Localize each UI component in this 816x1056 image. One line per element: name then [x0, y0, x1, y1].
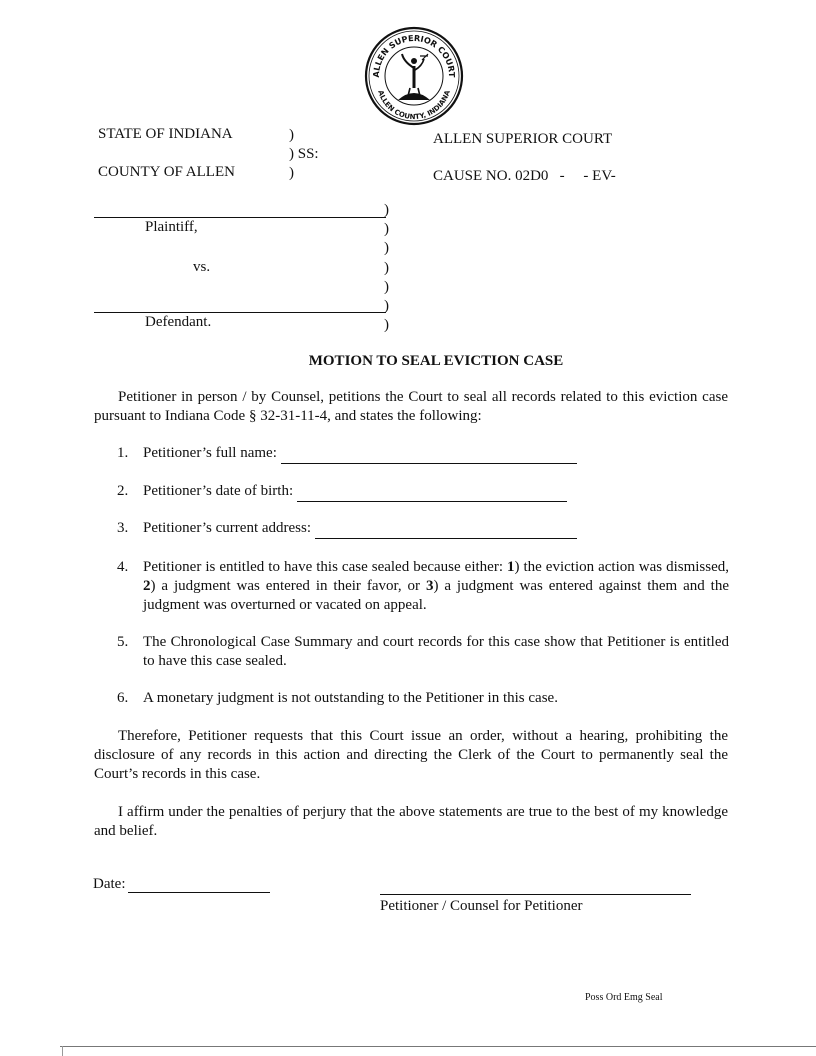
item-text: Petitioner’s full name:: [143, 445, 277, 461]
signature-label: Petitioner / Counsel for Petitioner: [380, 898, 583, 914]
item-text: A monetary judgment is not outstanding to the Petitioner in this case.: [143, 690, 558, 706]
defendant-label: Defendant.: [145, 314, 212, 330]
item-number: 1.: [117, 445, 129, 461]
date-of-birth-field[interactable]: [297, 482, 567, 502]
scan-edge-tick: [62, 1046, 63, 1056]
item-text: ) a judgment was entered against them and the judgment was overturned or vacated on appeal.: [143, 578, 729, 613]
defendant-name-line: [94, 312, 386, 313]
seal-bottom-text: ALLEN COUNTY, INDIANA: [376, 89, 452, 122]
plaintiff-label: Plaintiff,: [145, 219, 198, 235]
cause-number: CAUSE NO. 02D0 - - EV-: [433, 168, 616, 184]
current-address-field[interactable]: [315, 519, 577, 539]
request-paragraph: Therefore, Petitioner requests that this Court issue an order, without a hearing, prohibiting the disclosure of any records in this action and directing the Clerk of the Court to permanently seal the Court’s records in this case.: [94, 728, 728, 782]
signature-line[interactable]: [380, 894, 691, 895]
full-name-field[interactable]: [281, 444, 577, 464]
seal-figure-icon: [398, 54, 430, 100]
caption-paren: ): [384, 240, 389, 257]
county-label: COUNTY OF ALLEN: [98, 164, 235, 180]
court-name: ALLEN SUPERIOR COURT: [433, 131, 613, 147]
item-bold-number: 3: [425, 578, 434, 594]
list-item-6: [117, 689, 729, 708]
court-seal: [364, 26, 464, 126]
item-text: The Chronological Case Summary and court records for this case show that Petitioner is entitled to have this case sealed.: [143, 634, 729, 669]
item-text: ) a judgment was entered in their favor, or: [150, 578, 426, 594]
list-item-4: [117, 558, 729, 615]
caption-paren: ): [289, 127, 294, 143]
intro-paragraph: Petitioner in person / by Counsel, petitions the Court to seal all records related to this eviction case pursuant to Indiana Code § 32-31-11-4, and states the following:: [94, 389, 728, 424]
seal-top-text: ALLEN SUPERIOR COURT: [370, 32, 458, 78]
item-number: 3.: [117, 520, 129, 536]
ss-label: ) SS:: [289, 146, 319, 162]
list-item-2: [117, 482, 729, 502]
item-number: 2.: [117, 483, 129, 499]
caption-paren: ): [289, 165, 294, 181]
item-number: 4.: [117, 559, 129, 575]
caption-paren: ): [384, 317, 389, 334]
list-item-1: [117, 444, 729, 464]
item-text: Petitioner’s current address:: [143, 520, 312, 536]
caption-paren: ): [384, 202, 389, 218]
item-text: Petitioner is entitled to have this case sealed because either:: [143, 559, 507, 575]
item-text: ) the eviction action was dismissed,: [514, 559, 729, 575]
caption-paren: ): [384, 278, 389, 295]
item-number: 6.: [117, 690, 129, 706]
item-bold-number: 2: [143, 578, 151, 594]
form-code: Poss Ord Emg Seal: [585, 992, 663, 1003]
scan-edge: [60, 1046, 816, 1047]
plaintiff-name-line: [94, 217, 386, 218]
item-bold-number: 1: [506, 559, 515, 575]
caption-paren: ): [384, 221, 389, 238]
caption-paren: ): [384, 259, 389, 276]
caption-paren-column: [384, 201, 389, 335]
date-label: Date:: [93, 876, 126, 892]
date-field[interactable]: [128, 876, 270, 893]
list-item-3: [117, 519, 729, 539]
list-item-5: [117, 633, 729, 671]
item-number: 5.: [117, 634, 129, 650]
document-title: MOTION TO SEAL EVICTION CASE: [308, 353, 564, 369]
caption-paren: ): [384, 298, 389, 315]
state-label: STATE OF INDIANA: [98, 126, 233, 142]
item-text: Petitioner’s date of birth:: [143, 483, 294, 499]
affirmation-paragraph: I affirm under the penalties of perjury that the above statements are true to the best of my knowledge and belief.: [94, 804, 728, 839]
vs-label: vs.: [193, 259, 211, 275]
